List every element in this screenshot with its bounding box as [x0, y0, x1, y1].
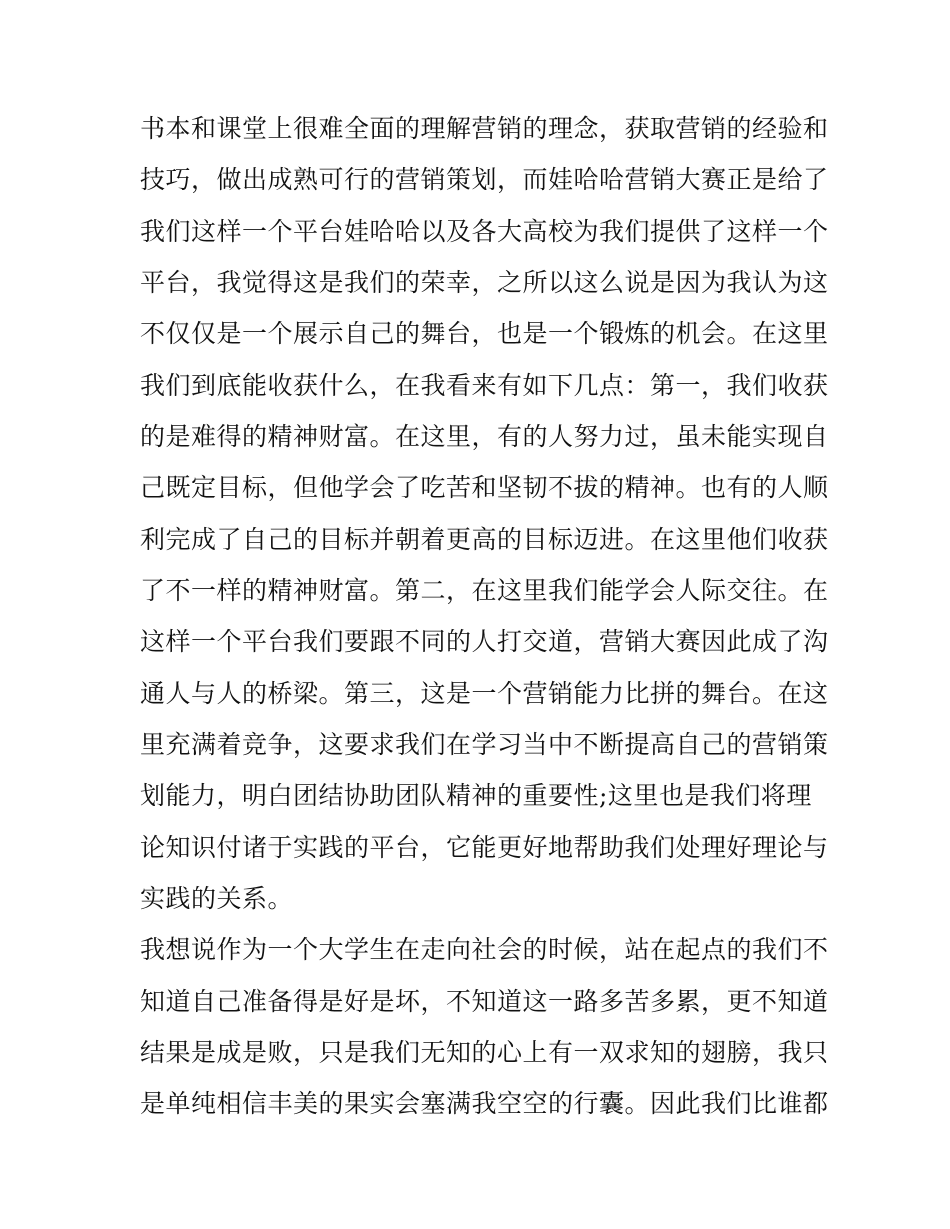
text-line: 通人与人的桥梁。第三，这是一个营销能力比拼的舞台。在这: [140, 679, 829, 708]
text-line: 己既定目标，但他学会了吃苦和坚韧不拔的精神。也有的人顺: [140, 473, 829, 502]
text-line: 我们到底能收获什么，在我看来有如下几点：第一，我们收获: [140, 371, 829, 400]
text-line: 这样一个平台我们要跟不同的人打交道，营销大赛因此成了沟: [140, 627, 829, 656]
text-line: 利完成了自己的目标并朝着更高的目标迈进。在这里他们收获: [140, 525, 829, 554]
text-line: 我想说作为一个大学生在走向社会的时候，站在起点的我们不: [140, 935, 829, 964]
text-line: 技巧，做出成熟可行的营销策划，而娃哈哈营销大赛正是给了: [140, 165, 829, 194]
text-line: 我们这样一个平台娃哈哈以及各大高校为我们提供了这样一个: [140, 217, 829, 246]
text-line: 是单纯相信丰美的果实会塞满我空空的行囊。因此我们比谁都: [140, 1089, 829, 1118]
text-line: 知道自己准备得是好是坏，不知道这一路多苦多累，更不知道: [140, 987, 829, 1016]
text-line: 论知识付诸于实践的平台，它能更好地帮助我们处理好理论与: [140, 833, 829, 862]
text-line: 不仅仅是一个展示自己的舞台，也是一个锻炼的机会。在这里: [140, 319, 829, 348]
text-line: 里充满着竞争，这要求我们在学习当中不断提高自己的营销策: [140, 730, 829, 759]
text-line: 书本和课堂上很难全面的理解营销的理念，获取营销的经验和: [140, 114, 829, 143]
text-line: 结果是成是败，只是我们无知的心上有一双求知的翅膀，我只: [140, 1038, 829, 1067]
text-line: 的是难得的精神财富。在这里，有的人努力过，虽未能实现自: [140, 422, 829, 451]
text-line: 划能力，明白团结协助团队精神的重要性;这里也是我们将理: [140, 781, 812, 810]
text-line: 实践的关系。: [140, 884, 294, 913]
text-line: 平台，我觉得这是我们的荣幸，之所以这么说是因为我认为这: [140, 268, 829, 297]
text-line: 了不一样的精神财富。第二，在这里我们能学会人际交往。在: [140, 576, 829, 605]
